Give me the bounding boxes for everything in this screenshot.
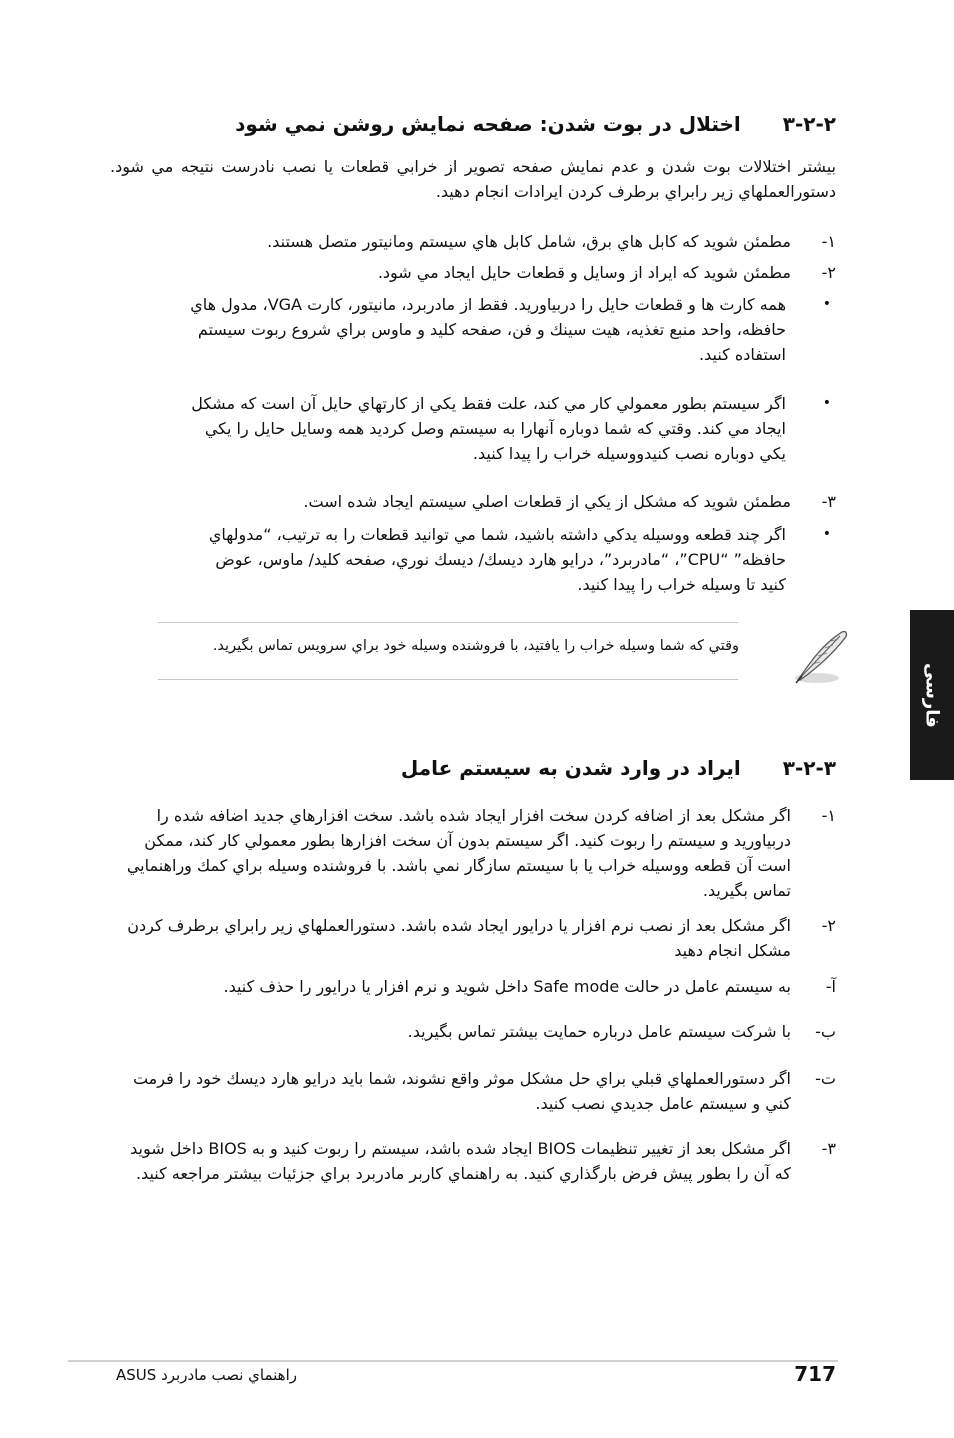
- item-marker: ٢-: [821, 916, 836, 935]
- page-number: 717: [794, 1362, 836, 1386]
- section-title: اختلال در بوت شدن: صفحه نمايش روشن نمي شود: [235, 112, 741, 136]
- item-marker: ٣-: [821, 492, 836, 511]
- list-item: [110, 489, 836, 514]
- item-text: اگر سيستم بطور معمولي كار مي كند، علت فقط يكي از كارتهاي حايل آن است كه مشكل ايجاد مي كند. وقتي كه شما دوباره آنهارا به سيستم وصل كرديد همه وسايل حايل را يكي يكي دوباره نصب كنيدووسيله خراب را پيدا كنيد.: [191, 394, 786, 463]
- item-text: اگر دستورالعملهاي قبلي براي حل مشكل موثر واقع نشوند، شما بايد درايو هارد ديسك خود را فرمت كني و سيستم عامل جديدي نصب كنيد.: [132, 1069, 791, 1113]
- footer-divider: [68, 1360, 838, 1362]
- list-item: [110, 803, 836, 903]
- feather-pen-icon: [790, 626, 852, 692]
- bullet-item: [110, 391, 836, 466]
- list-item: [110, 260, 836, 285]
- item-marker: ١-: [821, 232, 836, 251]
- section-number: ۳-۲-۳: [782, 756, 836, 780]
- list-item: [110, 229, 836, 254]
- bullet-item: [110, 522, 836, 597]
- section-number: ۳-۲-۲: [782, 112, 836, 136]
- bullet-item: [110, 292, 836, 367]
- bullet-marker: •: [822, 296, 831, 312]
- item-marker: ١-: [821, 806, 836, 825]
- bullet-marker: •: [822, 526, 831, 542]
- item-text: همه كارت ها و قطعات حايل را دربياوريد. فقط از مادربرد، مانيتور، كارت VGA، مدول هاي حافظه، واحد منبع تغذيه، هيت سينك و فن، صفحه كليد و ماوس براي شروع ربوت سيستم استفاده كنيد.: [190, 295, 786, 364]
- note-bottom-divider: [158, 679, 738, 680]
- item-text: مطمئن شويد كه ايراد از وسايل و قطعات حايل ايجاد مي شود.: [377, 263, 791, 282]
- language-tab: [910, 610, 954, 780]
- section-heading-3-2-3: [401, 756, 836, 780]
- item-text: اگر مشكل بعد از اضافه كردن سخت افزار ايجاد شده باشد. سخت افزارهاي جديد اضافه شده را دربياوريد و سيستم را ربوت كنيد. اگر سيستم بدون آن سخت افزارها بطور معمولي كار كند، ممكن است آن قطعه ووسيله خراب يا با سيستم سازگار نمي باشد. با فروشنده وسيله براي كمك وراهنمايي تماس بگيريد.: [126, 806, 791, 900]
- section-heading-3-2-2: [235, 112, 836, 136]
- item-text: اگر چند قطعه ووسيله يدكي داشته باشيد، شما مي توانيد قطعات را به ترتيب، “مدولهاي حافظه” “CPU”، “مادربرد”، درايو هارد ديسك/ ديسك نوري، صفحه كليد/ ماوس، عوض كنيد تا وسيله خراب را پيدا كنيد.: [208, 525, 786, 594]
- item-marker: آ-: [825, 977, 836, 996]
- list-item: [110, 974, 836, 999]
- note-top-divider: [158, 622, 738, 623]
- section-title: ايراد در وارد شدن به سيستم عامل: [400, 756, 741, 780]
- item-text: به سيستم عامل در حالت Safe mode داخل شويد و نرم افزار يا درايور را حذف كنيد.: [223, 977, 791, 996]
- list-item: [110, 1019, 836, 1044]
- item-text: اگر مشكل بعد از نصب نرم افزار يا درايور ايجاد شده باشد. دستورالعملهاي زير رابراي برطرف كردن مشكل انجام دهيد: [127, 916, 791, 960]
- item-marker: ٢-: [821, 263, 836, 282]
- list-item: [110, 1136, 836, 1186]
- intro-paragraph: بيشتر اختلالات بوت شدن و عدم نمايش صفحه تصوير از خرابي قطعات يا نصب نادرست نتيجه مي شود. دستورالعملهاي زير رابراي برطرف كردن ايرادات انجام دهيد.: [110, 157, 836, 201]
- list-item: [110, 1066, 836, 1116]
- item-marker: ب-: [815, 1022, 836, 1041]
- language-tab-label: فارسی: [921, 662, 943, 728]
- item-marker: ت-: [815, 1069, 836, 1088]
- item-text: با شركت سيستم عامل درباره حمايت بيشتر تماس بگيريد.: [407, 1022, 791, 1041]
- item-marker: ٣-: [821, 1139, 836, 1158]
- bullet-marker: •: [822, 395, 831, 411]
- footer-guide-title: راهنماي نصب مادربرد ASUS: [116, 1366, 298, 1384]
- note-text: وقتي كه شما وسيله خراب را يافتيد، با فروشنده وسيله خود براي سرويس تماس بگيريد.: [212, 638, 739, 654]
- item-text: اگر مشكل بعد از تغيير تنظيمات BIOS ايجاد شده باشد، سيستم را ربوت كنيد و به BIOS داخل شويد كه آن را بطور پيش فرض بارگذاري كنيد. به راهنماي كاربر مادربرد براي جزئيات بيشتر مراجعه كنيد.: [130, 1139, 791, 1183]
- item-text: مطمئن شويد كه مشكل از يكي از قطعات اصلي سيستم ايجاد شده است.: [303, 492, 791, 511]
- list-item: [110, 913, 836, 963]
- item-text: مطمئن شويد كه كابل هاي برق، شامل كابل هاي سيستم ومانيتور متصل هستند.: [267, 232, 791, 251]
